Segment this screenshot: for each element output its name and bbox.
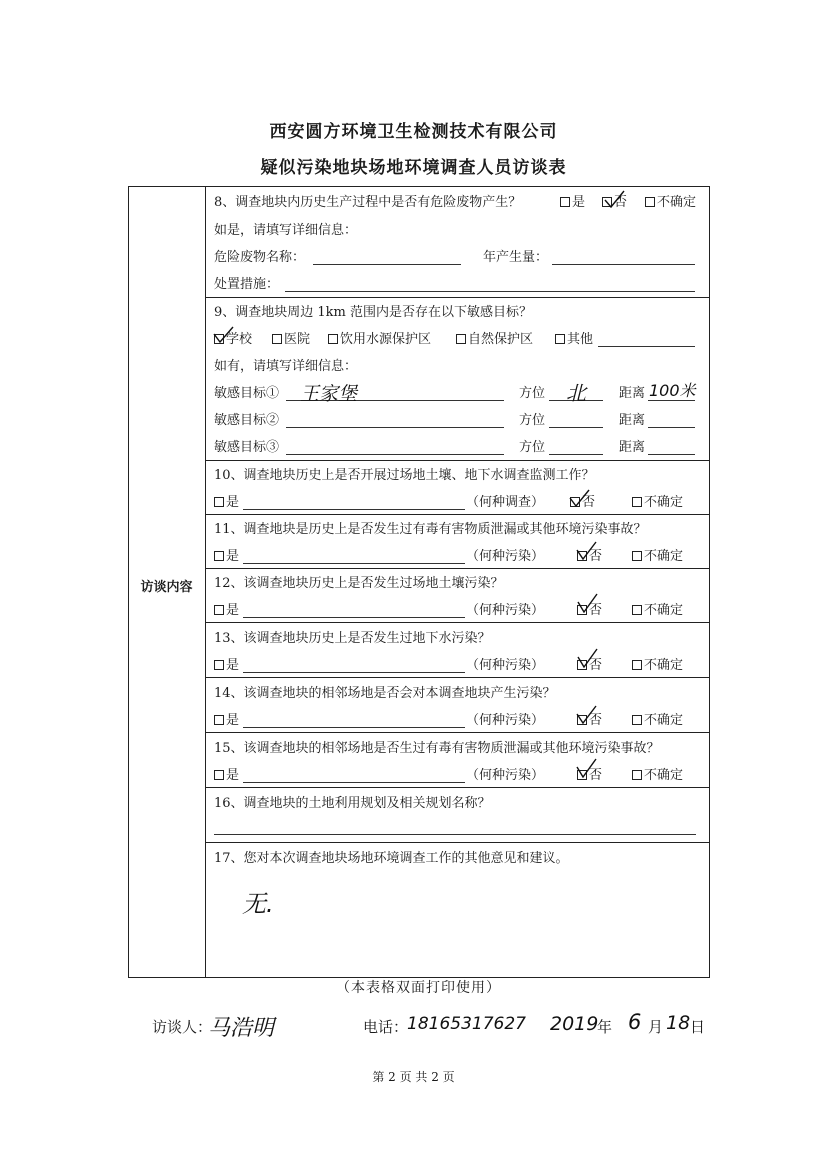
distance2-field[interactable] bbox=[648, 427, 695, 428]
q9-opt-water[interactable] bbox=[328, 332, 431, 348]
disposal-field[interactable] bbox=[285, 291, 695, 292]
distance2-label: 距离 bbox=[619, 413, 646, 428]
q15-text: 15、该调查地块的相邻场地是否生过有毒有害物质泄漏或其他环境污染事故？ bbox=[214, 741, 660, 756]
waste-name-field[interactable] bbox=[313, 264, 461, 265]
checkbox[interactable] bbox=[214, 551, 224, 561]
row-divider bbox=[205, 460, 710, 461]
q8-opt-yes[interactable] bbox=[560, 195, 585, 211]
q15-field[interactable] bbox=[243, 782, 465, 783]
q8-waste-name-label: 危险废物名称： bbox=[214, 250, 306, 265]
print-note: （本表格双面打印使用） bbox=[336, 980, 501, 996]
q16-text: 16、调查地块的土地利用规划及相关规划名称？ bbox=[214, 796, 491, 811]
checkbox[interactable] bbox=[632, 715, 642, 725]
q10-opt-yes[interactable] bbox=[214, 495, 239, 511]
q10-opt-unsure[interactable] bbox=[632, 495, 683, 511]
checkbox[interactable] bbox=[645, 197, 655, 207]
year-char: 年 bbox=[597, 1018, 613, 1036]
checkbox[interactable] bbox=[632, 497, 642, 507]
opt-label: 不确定 bbox=[644, 495, 684, 510]
q13-opt-unsure[interactable] bbox=[632, 658, 683, 674]
company-name: 西安圆方环境卫生检测技术有限公司 bbox=[269, 122, 558, 142]
target3-field[interactable] bbox=[286, 454, 504, 455]
q13-field[interactable] bbox=[243, 672, 465, 673]
target3-label: 敏感目标③ bbox=[214, 440, 280, 455]
distance3-field[interactable] bbox=[648, 454, 695, 455]
target1-label: 敏感目标① bbox=[214, 386, 280, 401]
opt-label: 否 bbox=[589, 603, 603, 618]
direction1-label: 方位 bbox=[519, 386, 546, 401]
q12-kind: （何种污染） bbox=[466, 603, 545, 618]
checkmark-icon bbox=[576, 593, 598, 613]
form-title: 疑似污染地块场地环境调查人员访谈表 bbox=[260, 158, 567, 178]
checkbox[interactable] bbox=[328, 334, 338, 344]
direction2-label: 方位 bbox=[519, 413, 546, 428]
opt-label: 否 bbox=[589, 713, 603, 728]
row-divider bbox=[205, 677, 710, 678]
date-day: 18 bbox=[666, 1012, 691, 1034]
opt-label: 饮用水源保护区 bbox=[340, 332, 432, 347]
opt-label: 是 bbox=[226, 658, 240, 673]
date-month: 6 bbox=[628, 1010, 642, 1034]
checkmark-icon bbox=[212, 326, 234, 346]
q14-opt-unsure[interactable] bbox=[632, 713, 683, 729]
direction3-label: 方位 bbox=[519, 440, 546, 455]
hw-q17-answer: 无. bbox=[242, 890, 274, 918]
checkbox[interactable] bbox=[456, 334, 466, 344]
q14-kind: （何种污染） bbox=[466, 713, 545, 728]
q9-text: 9、调查地块周边 1km 范围内是否存在以下敏感目标？ bbox=[214, 305, 533, 320]
q8-text: 8、调查地块内历史生产过程中是否有危险废物产生？ bbox=[214, 195, 522, 210]
opt-label: 不确定 bbox=[644, 713, 684, 728]
phone-label: 电话： bbox=[363, 1018, 409, 1036]
checkbox[interactable] bbox=[214, 497, 224, 507]
checkbox[interactable] bbox=[214, 770, 224, 780]
checkmark-icon bbox=[575, 541, 597, 561]
opt-label: 否 bbox=[589, 768, 603, 783]
phone-value: 18165317627 bbox=[407, 1014, 526, 1034]
checkmark-icon bbox=[603, 190, 628, 210]
opt-label: 不确定 bbox=[644, 603, 684, 618]
q9-if-yes: 如有，请填写详细信息： bbox=[214, 359, 358, 374]
hw-target1: 王家堡 bbox=[300, 383, 358, 405]
opt-label: 是 bbox=[226, 495, 240, 510]
opt-label: 不确定 bbox=[644, 768, 684, 783]
checkmark-icon bbox=[575, 705, 597, 725]
q14-opt-yes[interactable] bbox=[214, 713, 239, 729]
q11-opt-yes[interactable] bbox=[214, 549, 239, 565]
opt-label: 否 bbox=[589, 549, 603, 564]
distance3-label: 距离 bbox=[619, 440, 646, 455]
q15-opt-yes[interactable] bbox=[214, 768, 239, 784]
q10-field[interactable] bbox=[243, 509, 465, 510]
row-divider bbox=[205, 787, 710, 788]
checkbox[interactable] bbox=[272, 334, 282, 344]
checkbox[interactable] bbox=[555, 334, 565, 344]
q16-field[interactable] bbox=[214, 834, 696, 835]
target2-label: 敏感目标② bbox=[214, 413, 280, 428]
opt-label: 不确定 bbox=[644, 549, 684, 564]
opt-label: 不确定 bbox=[644, 658, 684, 673]
checkmark-icon bbox=[575, 758, 597, 778]
q10-kind: （何种调查） bbox=[466, 495, 545, 510]
row-divider bbox=[205, 732, 710, 733]
opt-label: 医院 bbox=[284, 332, 311, 347]
q12-opt-unsure[interactable] bbox=[632, 603, 683, 619]
q14-field[interactable] bbox=[243, 727, 465, 728]
q9-opt-other[interactable] bbox=[555, 332, 593, 348]
checkmark-icon bbox=[576, 648, 598, 668]
checkbox[interactable] bbox=[632, 660, 642, 670]
opt-label: 否 bbox=[589, 658, 603, 673]
opt-label: 是 bbox=[226, 768, 240, 783]
opt-label: 是 bbox=[226, 549, 240, 564]
q8-disposal-label: 处置措施： bbox=[214, 277, 280, 292]
checkbox[interactable] bbox=[560, 197, 570, 207]
q8-opt-unsure[interactable] bbox=[645, 195, 696, 211]
checkbox[interactable] bbox=[214, 715, 224, 725]
row-divider bbox=[205, 514, 710, 515]
table-divider bbox=[205, 186, 206, 978]
q9-opt-nature[interactable] bbox=[456, 332, 533, 348]
opt-label: 是 bbox=[226, 603, 240, 618]
checkmark-icon bbox=[568, 489, 590, 509]
q8-annual-label: 年产生量： bbox=[483, 250, 549, 265]
q11-field[interactable] bbox=[243, 563, 465, 564]
q11-opt-unsure[interactable] bbox=[632, 549, 683, 565]
opt-label: 否 bbox=[582, 495, 596, 510]
checkbox[interactable] bbox=[214, 605, 224, 615]
section-label: 访谈内容 bbox=[140, 580, 193, 595]
row-divider bbox=[205, 297, 710, 298]
hw-distance1: 100米 bbox=[649, 381, 696, 400]
opt-label: 学校 bbox=[226, 332, 253, 347]
checkbox[interactable] bbox=[632, 605, 642, 615]
q12-field[interactable] bbox=[243, 617, 465, 618]
q15-opt-unsure[interactable] bbox=[632, 768, 683, 784]
q12-text: 12、该调查地块历史上是否发生过场地土壤污染？ bbox=[214, 576, 504, 591]
distance1-label: 距离 bbox=[619, 386, 646, 401]
interviewer-label: 访谈人： bbox=[152, 1018, 213, 1036]
opt-label: 否 bbox=[614, 195, 628, 210]
row-divider bbox=[205, 622, 710, 623]
checkbox[interactable] bbox=[632, 770, 642, 780]
row-divider bbox=[205, 842, 710, 843]
q17-text: 17、您对本次调查地块场地环境调查工作的其他意见和建议。 bbox=[214, 851, 569, 866]
interviewer-signature: 马浩明 bbox=[208, 1016, 275, 1041]
opt-label: 自然保护区 bbox=[468, 332, 534, 347]
hw-direction1: 北 bbox=[566, 381, 586, 405]
checkbox[interactable] bbox=[632, 551, 642, 561]
q11-kind: （何种污染） bbox=[466, 549, 545, 564]
checkbox[interactable] bbox=[214, 660, 224, 670]
q13-opt-yes[interactable] bbox=[214, 658, 239, 674]
q11-text: 11、调查地块是历史上是否发生过有毒有害物质泄漏或其他环境污染事故？ bbox=[214, 522, 647, 537]
q12-opt-yes[interactable] bbox=[214, 603, 239, 619]
annual-field[interactable] bbox=[552, 264, 695, 265]
opt-label: 是 bbox=[572, 195, 586, 210]
q13-kind: （何种污染） bbox=[466, 658, 545, 673]
month-char: 月 bbox=[648, 1018, 664, 1036]
date-year: 2019 bbox=[550, 1013, 599, 1035]
direction3-field[interactable] bbox=[549, 454, 603, 455]
q10-text: 10、调查地块历史上是否开展过场地土壤、地下水调查监测工作？ bbox=[214, 468, 595, 483]
q9-opt-hospital[interactable] bbox=[272, 332, 310, 348]
q13-text: 13、该调查地块历史上是否发生过地下水污染？ bbox=[214, 631, 491, 646]
opt-label: 其他 bbox=[567, 332, 594, 347]
opt-label: 是 bbox=[226, 713, 240, 728]
other-field[interactable] bbox=[598, 346, 695, 347]
q15-kind: （何种污染） bbox=[466, 768, 545, 783]
opt-label: 不确定 bbox=[657, 195, 697, 210]
q14-text: 14、该调查地块的相邻场地是否会对本调查地块产生污染？ bbox=[214, 686, 556, 701]
target2-field[interactable] bbox=[286, 427, 504, 428]
page-number: 第 2 页 共 2 页 bbox=[372, 1070, 455, 1084]
q8-if-yes: 如是，请填写详细信息： bbox=[214, 223, 358, 238]
row-divider bbox=[205, 568, 710, 569]
day-char: 日 bbox=[690, 1018, 706, 1036]
direction2-field[interactable] bbox=[549, 427, 603, 428]
